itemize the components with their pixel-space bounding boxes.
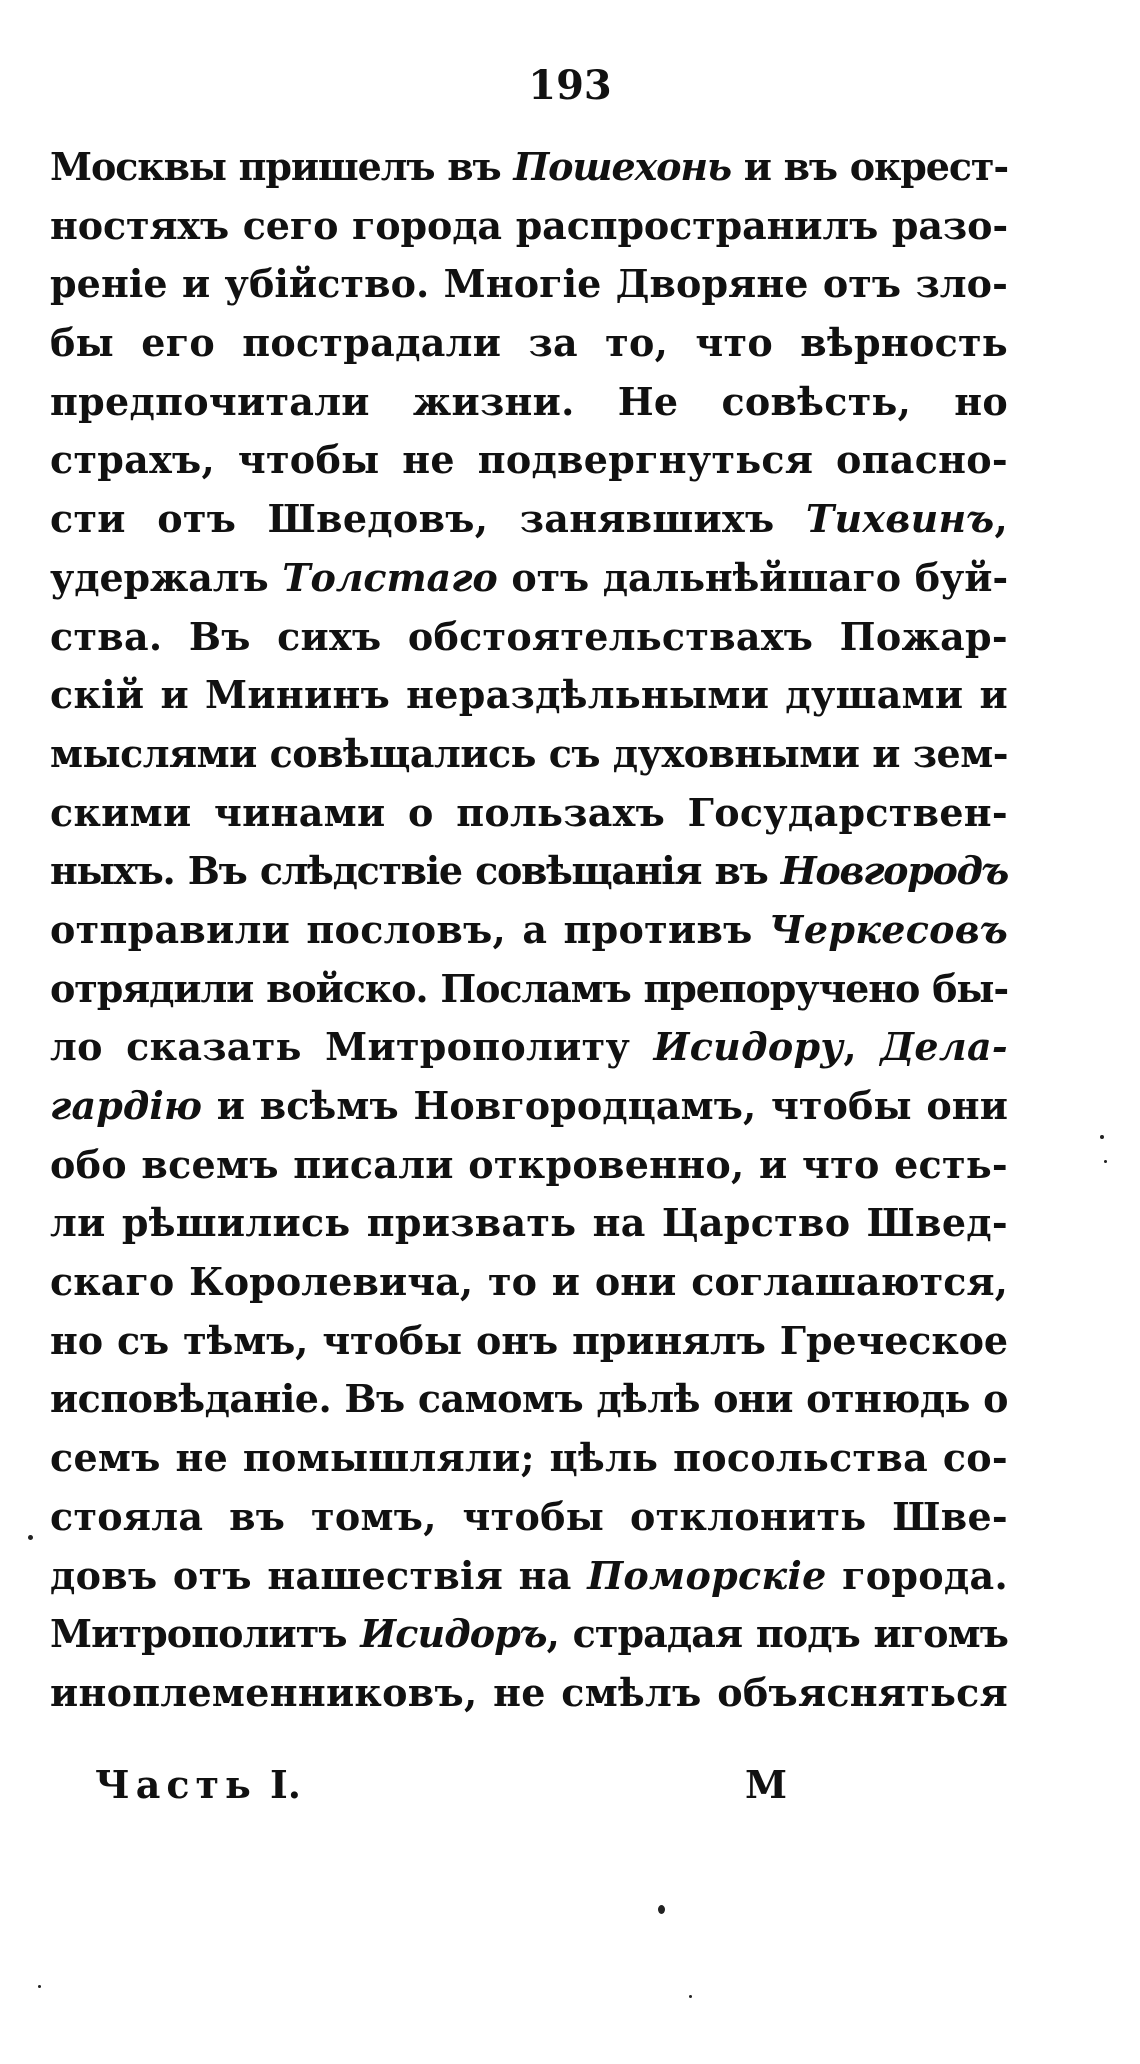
- italic-name: Исидору: [653, 1024, 844, 1070]
- text-segment: скій и Мининъ нераздѣльными душами и: [50, 672, 1008, 718]
- text-line: [50, 608, 1008, 667]
- text-segment: страхъ, чтобы не подвергнуться опасно-: [50, 437, 1008, 483]
- text-segment: семъ не помышляли; цѣль посольства со-: [50, 1435, 1008, 1481]
- italic-name: Черкесовъ: [768, 906, 1008, 952]
- text-line: [50, 549, 1008, 608]
- text-line: [50, 1547, 1008, 1606]
- italic-name: Исидоръ: [360, 1611, 547, 1657]
- text-line: [50, 1194, 1008, 1253]
- text-segment: отрядили войско. Посламъ препоручено бы-: [50, 965, 1008, 1011]
- scan-speck: [1100, 1135, 1104, 1139]
- text-line: [50, 960, 1008, 1019]
- text-segment: , страдая подъ игомъ: [546, 1611, 1008, 1657]
- italic-name: Толстаго: [282, 554, 498, 600]
- part-label: Часть: [95, 1762, 257, 1807]
- text-segment: реніе и убійство. Многіе Дворяне отъ зло-: [50, 261, 1008, 307]
- text-segment: иноплеменниковъ, не смѣлъ объясняться: [50, 1669, 1008, 1715]
- text-segment: Митрополитъ: [50, 1611, 361, 1657]
- text-segment: ныхъ. Въ слѣдствіе совѣщанія въ: [50, 848, 781, 894]
- text-segment: отправили пословъ, а противъ: [50, 906, 769, 952]
- text-segment: отъ дальнѣйшаго буй-: [497, 554, 1008, 600]
- text-line: [50, 1605, 1008, 1664]
- text-line: [50, 784, 1008, 843]
- text-segment: ства. Въ сихъ обстоятельствахъ Пожар-: [50, 613, 1008, 659]
- text-line: [50, 1370, 1008, 1429]
- text-segment: Москвы пришелъ въ: [50, 144, 514, 189]
- text-segment: ностяхъ сего города распространилъ разо-: [50, 202, 1008, 248]
- text-line: [50, 197, 1008, 256]
- text-segment: ло сказать Митрополиту: [50, 1024, 654, 1070]
- text-line: [50, 1664, 1008, 1723]
- scan-speck: [38, 1985, 41, 1988]
- text-line: [50, 1018, 1008, 1077]
- text-line: [50, 255, 1008, 314]
- text-segment: предпочитали жизни. Не совѣсть, но: [50, 378, 1008, 424]
- text-segment: скаго Королевича, то и они соглашаются,: [50, 1259, 1008, 1305]
- text-segment: ,: [843, 1024, 881, 1070]
- text-segment: бы его пострадали за то, что вѣрность: [50, 320, 1008, 366]
- text-segment: ,: [994, 496, 1008, 542]
- page-number: 193: [528, 62, 612, 109]
- scan-speck: [689, 1995, 692, 1998]
- body-text: [50, 138, 1008, 1723]
- volume-number: I.: [270, 1762, 302, 1807]
- text-segment: города.: [826, 1552, 1008, 1598]
- text-segment: скими чинами о пользахъ Государствен-: [50, 789, 1008, 835]
- text-line: [50, 901, 1008, 960]
- text-line: [50, 842, 1008, 901]
- text-segment: но съ тѣмъ, чтобы онъ принялъ Греческое: [50, 1317, 1008, 1363]
- text-line: [50, 138, 1008, 197]
- text-segment: обо всемъ писали откровенно, и что есть-: [50, 1141, 1008, 1187]
- text-line: [50, 725, 1008, 784]
- text-segment: сти отъ Шведовъ, занявшихъ: [50, 496, 806, 542]
- text-line: [50, 666, 1008, 725]
- text-line: [50, 431, 1008, 490]
- text-line: [50, 1253, 1008, 1312]
- text-line: [50, 314, 1008, 373]
- italic-name: Новгородъ: [780, 848, 1008, 894]
- text-segment: ли рѣшились призвать на Царство Швед-: [50, 1200, 1008, 1246]
- text-segment: и всѣмъ Новгородцамъ, чтобы они: [202, 1083, 1008, 1128]
- text-segment: удержалъ: [50, 554, 283, 600]
- text-line: [50, 1429, 1008, 1488]
- text-segment: довъ отъ нашествія на: [50, 1552, 588, 1598]
- text-segment: и въ окрест-: [730, 144, 1008, 189]
- italic-name: Дела-: [880, 1024, 1008, 1070]
- text-line: [50, 373, 1008, 432]
- text-line: [50, 1312, 1008, 1371]
- text-segment: исповѣданіе. Въ самомъ дѣлѣ они отнюдь о: [50, 1376, 1008, 1422]
- text-line: [50, 490, 1008, 549]
- scan-speck: [28, 1535, 33, 1540]
- italic-name: Поморскіе: [587, 1552, 827, 1598]
- scan-speck: [1104, 1160, 1107, 1163]
- italic-name: гардію: [50, 1083, 203, 1128]
- italic-name: Тихвинъ: [805, 496, 995, 542]
- text-segment: стояла въ томъ, чтобы отклонить Шве-: [50, 1493, 1008, 1539]
- text-segment: мыслями совѣщались съ духовными и зем-: [50, 730, 1008, 776]
- signature-mark: М: [745, 1762, 788, 1807]
- text-line: [50, 1077, 1008, 1136]
- text-line: [50, 1488, 1008, 1547]
- scan-speck: [658, 1905, 665, 1914]
- text-line: [50, 1136, 1008, 1195]
- page-footer: [95, 1762, 795, 1807]
- italic-name: Пошехонь: [513, 144, 731, 189]
